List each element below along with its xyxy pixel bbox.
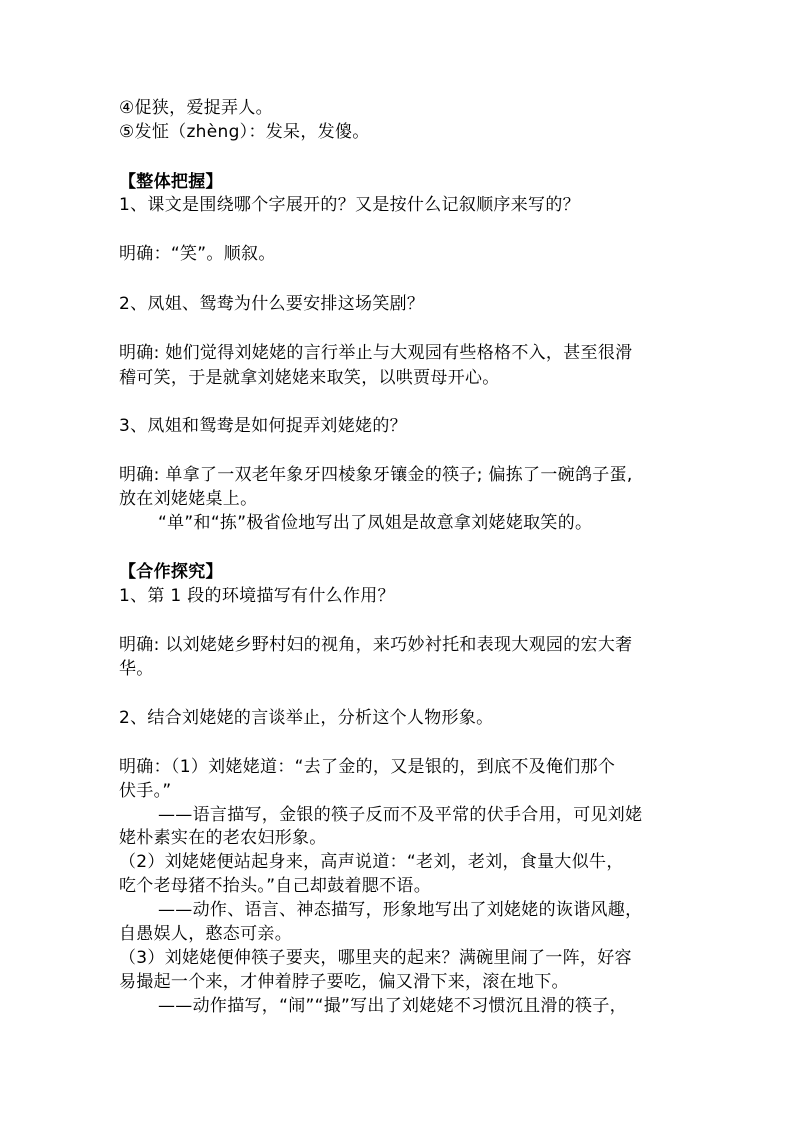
explore-answer-1-line-2: 华。 [119, 659, 154, 679]
annotation-4: ④促狭，爱捉弄人。 [119, 98, 273, 118]
explore-answer-2-comment-1: ——语言描写，金银的筷子反而不及平常的伏手合用，可见刘姥 [158, 805, 643, 825]
explore-answer-2-comment-2: ——动作、语言、神态描写，形象地写出了刘姥姥的诙谐风趣， [158, 900, 643, 920]
explore-question-2: 2、结合刘姥姥的言谈举止，分析这个人物形象。 [119, 708, 494, 728]
answer-3-line-2: 放在刘姥姥桌上。 [119, 489, 258, 509]
explore-answer-2-comment-3: ——动作描写，“闹”“撮”写出了刘姥姥不习惯沉且滑的筷子， [158, 996, 627, 1016]
annotation-5: ⑤发怔（zhèng）：发呆，发傻。 [119, 122, 370, 142]
question-1: 1、课文是围绕哪个字展开的？又是按什么记叙顺序来写的？ [119, 195, 580, 215]
explore-answer-2-line-1: 明确：（1）刘姥姥道：“去了金的，又是银的，到底不及俺们那个 [119, 757, 616, 777]
section-heading-cooperative: 【合作探究】 [119, 562, 223, 582]
explore-question-1: 1、第 1 段的环境描写有什么作用？ [119, 586, 395, 606]
answer-2-line-1: 明确: 她们觉得刘姥姥的言行举止与大观园有些格格不入，甚至很滑 [119, 343, 633, 363]
answer-3-comment: “单”和“拣”极省俭地写出了凤姐是故意拿刘姥姥取笑的。 [158, 513, 593, 533]
question-3: 3、凤姐和鸳鸯是如何捉弄刘姥姥的？ [119, 416, 407, 436]
explore-answer-2-line-2: 伏手。” [119, 781, 172, 801]
question-2: 2、凤姐、鸳鸯为什么要安排这场笑剧？ [119, 294, 425, 314]
explore-answer-2-item-3-cont: 易撮起一个来，才伸着脖子要吃，偏又滑下来，滚在地下。 [119, 972, 569, 992]
answer-1: 明确：“笑”。顺叙。 [119, 244, 276, 264]
explore-answer-1-line-1: 明确: 以刘姥姥乡野村妇的视角，来巧妙衬托和表现大观园的宏大奢 [119, 635, 633, 655]
answer-3-line-1: 明确: 单拿了一双老年象牙四棱象牙镶金的筷子; 偏拣了一碗鸽子蛋, [119, 465, 633, 485]
answer-2-line-2: 稽可笑，于是就拿刘姥姥来取笑，以哄贾母开心。 [119, 368, 500, 388]
explore-answer-2-comment-2-cont: 自愚娱人，憨态可亲。 [119, 924, 292, 944]
explore-answer-2-comment-1-cont: 姥朴素实在的老农妇形象。 [119, 828, 327, 848]
explore-answer-2-item-2-cont: 吃个老母猪不抬头。”自己却鼓着腮不语。 [119, 876, 432, 896]
explore-answer-2-item-2: （2）刘姥姥便站起身来，高声说道：“老刘，老刘，食量大似牛， [119, 852, 624, 872]
section-heading-overall: 【整体把握】 [119, 172, 223, 192]
explore-answer-2-item-3: （3）刘姥姥便伸筷子要夹，哪里夹的起来？满碗里闹了一阵，好容 [119, 948, 632, 968]
